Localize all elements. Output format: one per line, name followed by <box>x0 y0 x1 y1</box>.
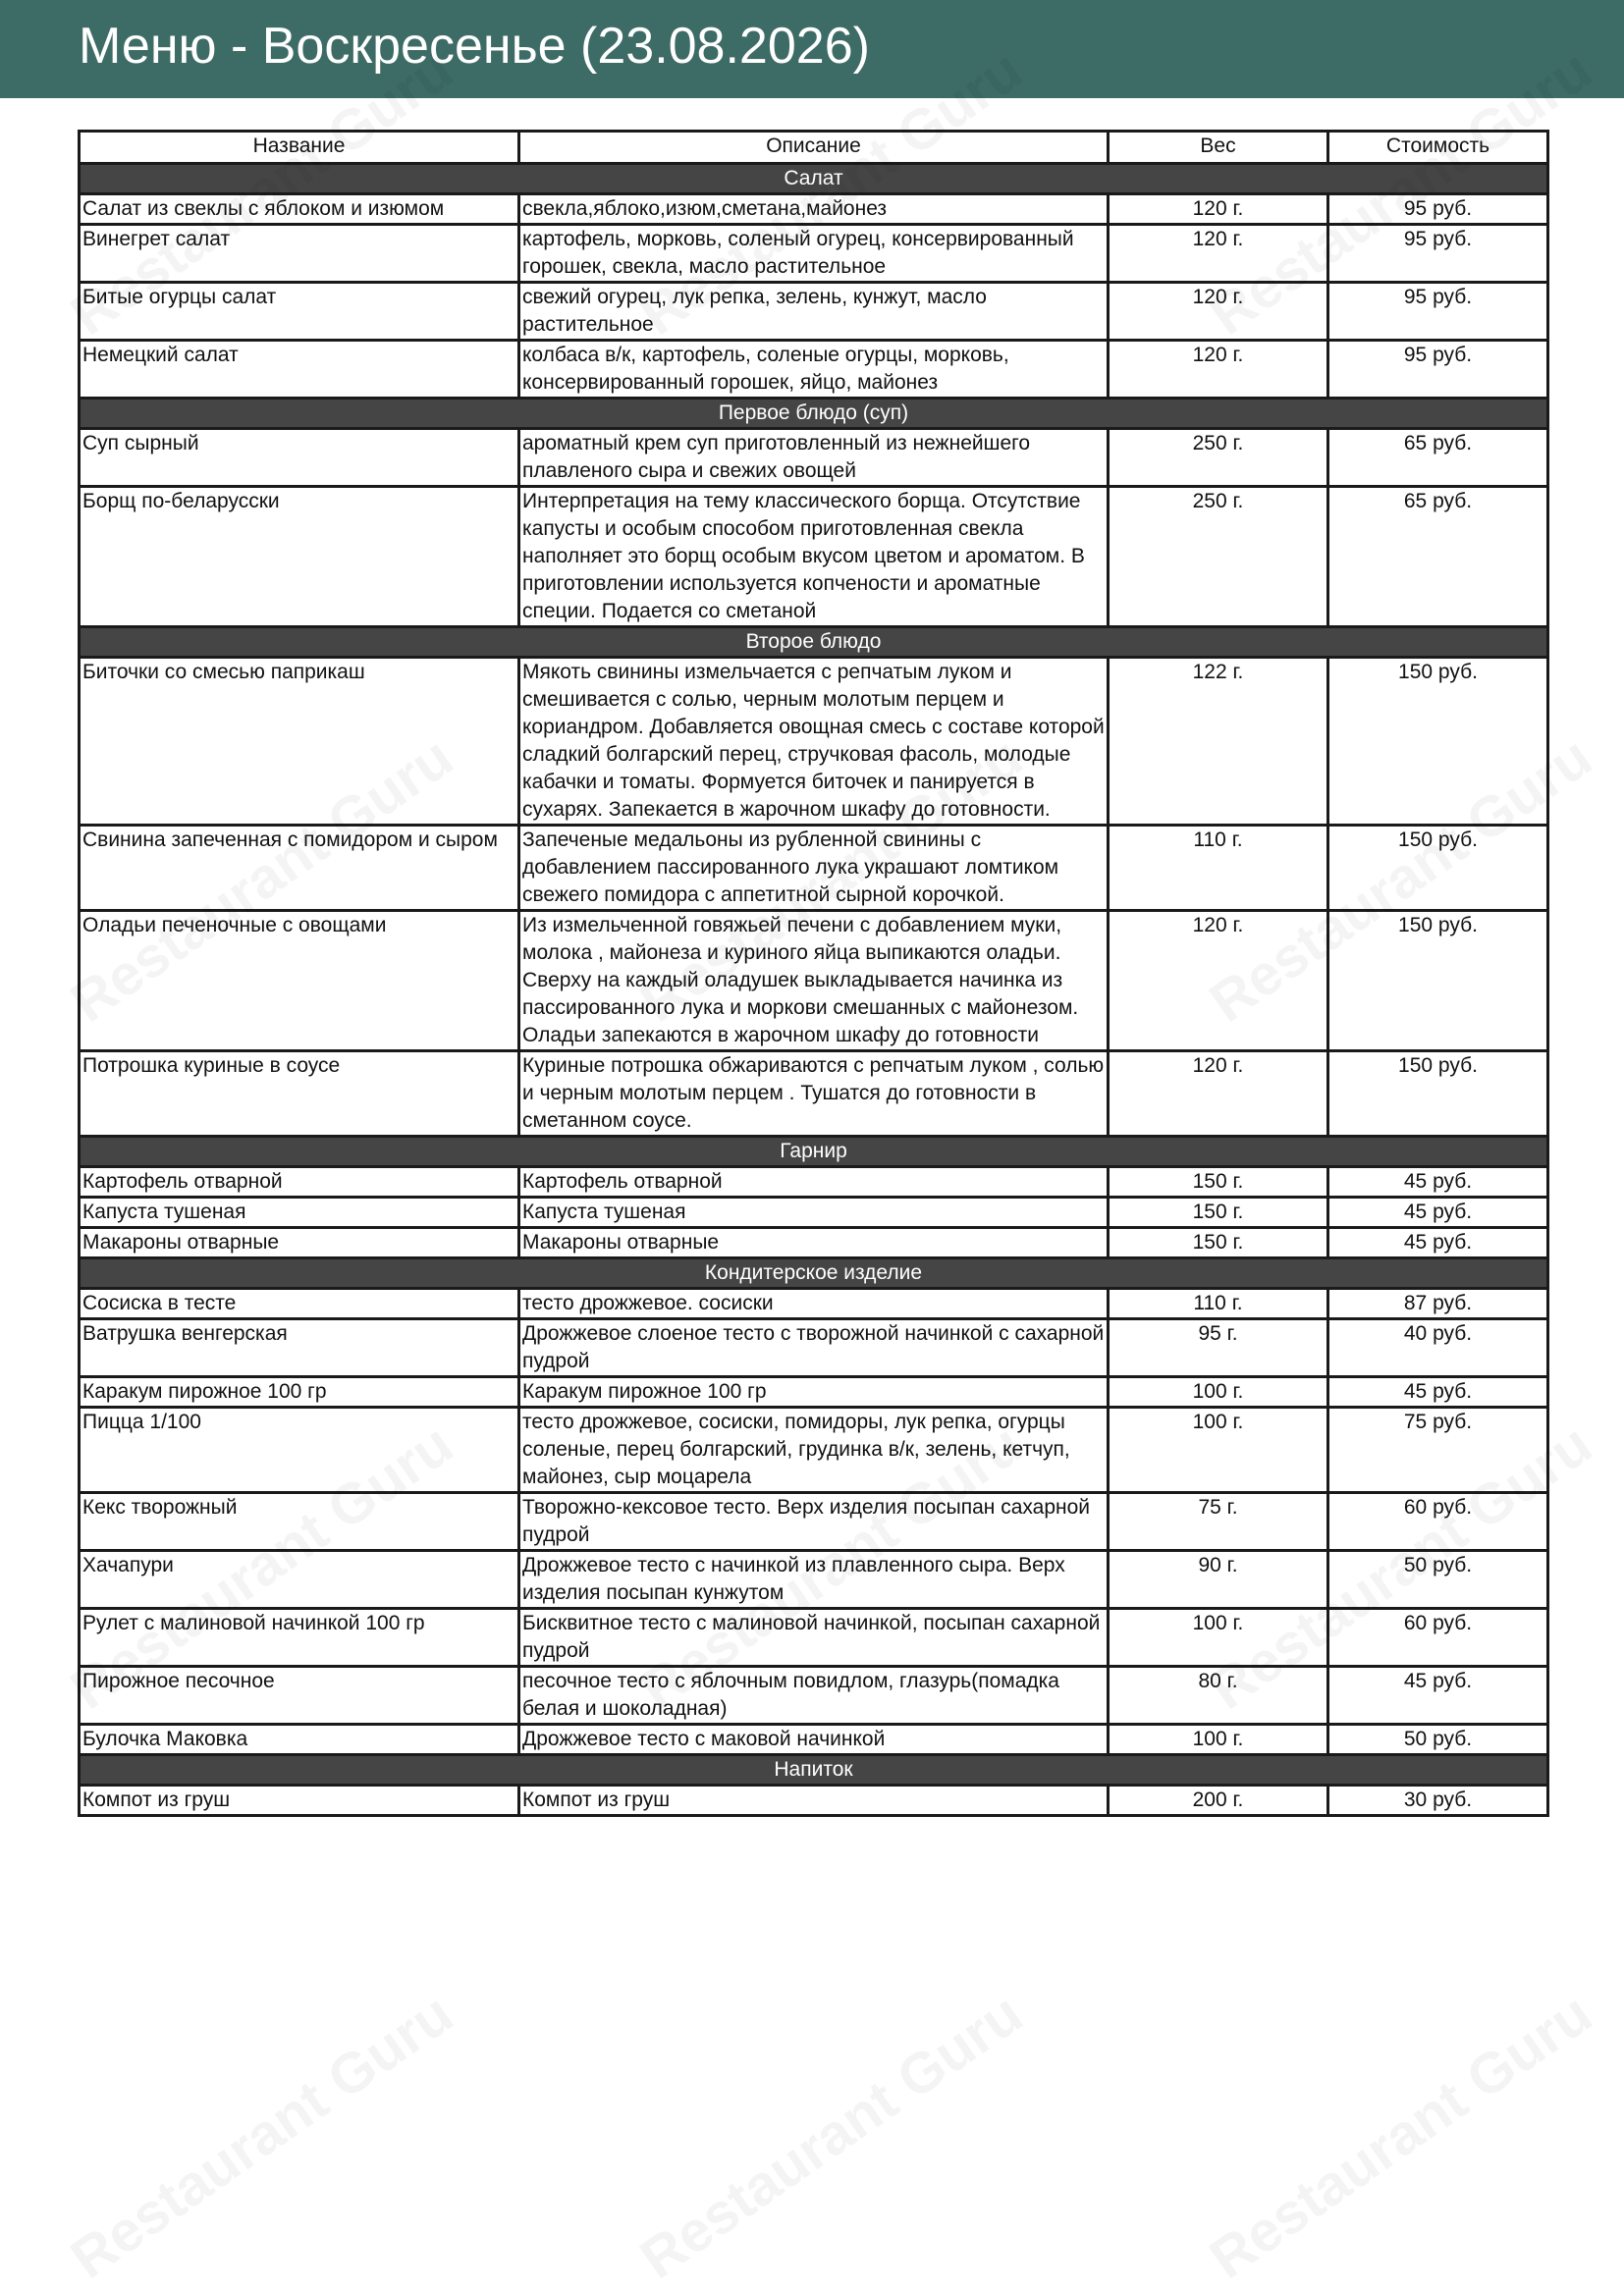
section-title: Кондитерское изделие <box>80 1258 1548 1289</box>
item-weight: 120 г. <box>1109 1051 1328 1137</box>
column-header-price: Стоимость <box>1328 132 1548 164</box>
item-description: тесто дрожжевое, сосиски, помидоры, лук репка, огурцы соленые, перец болгарский, грудинка в/к, зелень, кетчуп, майонез, сыр моцарела <box>519 1408 1109 1493</box>
item-name: Хачапури <box>80 1551 519 1609</box>
section-row <box>80 164 1548 194</box>
table-row <box>80 658 1548 826</box>
table-row <box>80 1725 1548 1755</box>
item-price: 75 руб. <box>1328 1408 1548 1493</box>
menu-body <box>80 164 1548 1816</box>
table-row <box>80 911 1548 1051</box>
item-description: Интерпретация на тему классического борща. Отсутствие капусты и особым способом приготовленная свекла наполняет это борщ особым вкусом цветом и ароматом. В приготовлении используется копчености и ароматные специи. Подается со сметаной <box>519 487 1109 627</box>
item-description: Из измельченной говяжьей печени с добавлением муки, молока , майонеза и куриного яйца выпикаются оладьи. Сверху на каждый оладушек выкладывается начинка из пассированного лука и моркови смешанных с майонезом. Оладьи запекаются в жарочном шкафу до готовности <box>519 911 1109 1051</box>
table-row <box>80 1167 1548 1198</box>
page-title: Меню - Воскресенье (23.08.2026) <box>79 18 870 75</box>
item-description: Запеченые медальоны из рубленной свинины с добавлением пассированного лука украшают ломтиком свежего помидора с аппетитной сырной корочкой. <box>519 826 1109 911</box>
item-weight: 100 г. <box>1109 1377 1328 1408</box>
item-weight: 120 г. <box>1109 194 1328 225</box>
item-price: 150 руб. <box>1328 911 1548 1051</box>
section-title: Напиток <box>80 1755 1548 1786</box>
watermark-text <box>628 1981 1034 2292</box>
item-weight: 120 г. <box>1109 911 1328 1051</box>
item-description: свекла,яблоко,изюм,сметана,майонез <box>519 194 1109 225</box>
item-weight: 80 г. <box>1109 1667 1328 1725</box>
section-row <box>80 399 1548 429</box>
item-weight: 150 г. <box>1109 1167 1328 1198</box>
item-name: Пирожное песочное <box>80 1667 519 1725</box>
item-price: 95 руб. <box>1328 225 1548 283</box>
section-title: Салат <box>80 164 1548 194</box>
item-price: 95 руб. <box>1328 194 1548 225</box>
item-price: 150 руб. <box>1328 1051 1548 1137</box>
section-title: Второе блюдо <box>80 627 1548 658</box>
header-row <box>80 132 1548 164</box>
item-description: Каракум пирожное 100 гр <box>519 1377 1109 1408</box>
item-name: Ватрушка венгерская <box>80 1319 519 1377</box>
table-row <box>80 1228 1548 1258</box>
watermark-text <box>1198 1981 1603 2292</box>
item-price: 50 руб. <box>1328 1551 1548 1609</box>
item-weight: 100 г. <box>1109 1609 1328 1667</box>
table-row <box>80 487 1548 627</box>
item-price: 50 руб. <box>1328 1725 1548 1755</box>
item-name: Салат из свеклы с яблоком и изюмом <box>80 194 519 225</box>
item-name: Потрошка куриные в соусе <box>80 1051 519 1137</box>
item-weight: 120 г. <box>1109 283 1328 341</box>
item-price: 45 руб. <box>1328 1198 1548 1228</box>
item-weight: 100 г. <box>1109 1725 1328 1755</box>
item-name: Картофель отварной <box>80 1167 519 1198</box>
item-description: Куриные потрошка обжариваются с репчатым луком , солью и черным молотым перцем . Тушатся до готовности в сметанном соусе. <box>519 1051 1109 1137</box>
item-description: Дрожжевое тесто с маковой начинкой <box>519 1725 1109 1755</box>
table-row <box>80 826 1548 911</box>
item-description: Дрожжевое тесто с начинкой из плавленного сыра. Верх изделия посыпан кунжутом <box>519 1551 1109 1609</box>
item-name: Рулет с малиновой начинкой 100 гр <box>80 1609 519 1667</box>
table-row <box>80 429 1548 487</box>
item-price: 65 руб. <box>1328 487 1548 627</box>
item-name: Пицца 1/100 <box>80 1408 519 1493</box>
item-weight: 100 г. <box>1109 1408 1328 1493</box>
table-row <box>80 1289 1548 1319</box>
item-name: Компот из груш <box>80 1786 519 1816</box>
section-row <box>80 1258 1548 1289</box>
item-description: Капуста тушеная <box>519 1198 1109 1228</box>
item-price: 60 руб. <box>1328 1493 1548 1551</box>
item-weight: 150 г. <box>1109 1228 1328 1258</box>
item-name: Каракум пирожное 100 гр <box>80 1377 519 1408</box>
item-weight: 110 г. <box>1109 826 1328 911</box>
table-row <box>80 1493 1548 1551</box>
item-name: Булочка Маковка <box>80 1725 519 1755</box>
item-name: Свинина запеченная с помидором и сыром <box>80 826 519 911</box>
item-name: Винегрет салат <box>80 225 519 283</box>
column-header-weight: Вес <box>1109 132 1328 164</box>
item-description: Дрожжевое слоеное тесто с творожной начинкой с сахарной пудрой <box>519 1319 1109 1377</box>
table-row <box>80 1051 1548 1137</box>
item-weight: 250 г. <box>1109 429 1328 487</box>
table-row <box>80 1408 1548 1493</box>
item-description: Бисквитное тесто с малиновой начинкой, посыпан сахарной пудрой <box>519 1609 1109 1667</box>
item-description: колбаса в/к, картофель, соленые огурцы, морковь, консервированный горошек, яйцо, майонез <box>519 341 1109 399</box>
section-row <box>80 1755 1548 1786</box>
item-description: Творожно-кексовое тесто. Верх изделия посыпан сахарной пудрой <box>519 1493 1109 1551</box>
menu-table <box>78 130 1549 1817</box>
item-name: Капуста тушеная <box>80 1198 519 1228</box>
item-weight: 90 г. <box>1109 1551 1328 1609</box>
item-description: Макароны отварные <box>519 1228 1109 1258</box>
table-row <box>80 341 1548 399</box>
item-price: 65 руб. <box>1328 429 1548 487</box>
item-weight: 150 г. <box>1109 1198 1328 1228</box>
item-name: Немецкий салат <box>80 341 519 399</box>
section-row <box>80 627 1548 658</box>
item-price: 40 руб. <box>1328 1319 1548 1377</box>
table-row <box>80 1319 1548 1377</box>
item-price: 45 руб. <box>1328 1228 1548 1258</box>
item-name: Суп сырный <box>80 429 519 487</box>
section-row <box>80 1137 1548 1167</box>
item-weight: 250 г. <box>1109 487 1328 627</box>
item-description: Картофель отварной <box>519 1167 1109 1198</box>
item-name: Битые огурцы салат <box>80 283 519 341</box>
item-price: 60 руб. <box>1328 1609 1548 1667</box>
section-title: Гарнир <box>80 1137 1548 1167</box>
item-price: 30 руб. <box>1328 1786 1548 1816</box>
section-title: Первое блюдо (суп) <box>80 399 1548 429</box>
item-name: Оладьи печеночные с овощами <box>80 911 519 1051</box>
item-name: Макароны отварные <box>80 1228 519 1258</box>
page-header <box>0 0 1624 98</box>
table-row <box>80 283 1548 341</box>
item-weight: 95 г. <box>1109 1319 1328 1377</box>
item-price: 87 руб. <box>1328 1289 1548 1319</box>
table-row <box>80 1667 1548 1725</box>
table-row <box>80 194 1548 225</box>
item-price: 45 руб. <box>1328 1667 1548 1725</box>
table-row <box>80 1786 1548 1816</box>
item-weight: 122 г. <box>1109 658 1328 826</box>
table-row <box>80 225 1548 283</box>
item-name: Биточки со смесью паприкаш <box>80 658 519 826</box>
item-weight: 200 г. <box>1109 1786 1328 1816</box>
item-weight: 120 г. <box>1109 341 1328 399</box>
column-header-description: Описание <box>519 132 1109 164</box>
item-price: 45 руб. <box>1328 1377 1548 1408</box>
item-description: песочное тесто с яблочным повидлом, глазурь(помадка белая и шоколадная) <box>519 1667 1109 1725</box>
item-description: свежий огурец, лук репка, зелень, кунжут, масло растительное <box>519 283 1109 341</box>
item-price: 150 руб. <box>1328 826 1548 911</box>
item-description: Мякоть свинины измельчается с репчатым луком и смешивается с солью, черным молотым перцем и кориандром. Добавляется овощная смесь с составе которой сладкий болгарский перец, стручковая фасоль, молодые кабачки и томаты. Формуется биточек и панируется в сухарях. Запекается в жарочном шкафу до готовности. <box>519 658 1109 826</box>
item-price: 45 руб. <box>1328 1167 1548 1198</box>
table-row <box>80 1609 1548 1667</box>
item-description: тесто дрожжевое. сосиски <box>519 1289 1109 1319</box>
item-price: 95 руб. <box>1328 283 1548 341</box>
item-price: 150 руб. <box>1328 658 1548 826</box>
column-header-name: Название <box>80 132 519 164</box>
item-weight: 120 г. <box>1109 225 1328 283</box>
item-description: картофель, морковь, соленый огурец, консервированный горошек, свекла, масло растительное <box>519 225 1109 283</box>
item-name: Сосиска в тесте <box>80 1289 519 1319</box>
item-description: ароматный крем суп приготовленный из нежнейшего плавленого сыра и свежих овощей <box>519 429 1109 487</box>
table-row <box>80 1198 1548 1228</box>
table-row <box>80 1551 1548 1609</box>
item-weight: 75 г. <box>1109 1493 1328 1551</box>
item-name: Борщ по-беларусски <box>80 487 519 627</box>
item-description: Компот из груш <box>519 1786 1109 1816</box>
table-row <box>80 1377 1548 1408</box>
item-price: 95 руб. <box>1328 341 1548 399</box>
item-weight: 110 г. <box>1109 1289 1328 1319</box>
item-name: Кекс творожный <box>80 1493 519 1551</box>
watermark-text <box>59 1981 464 2292</box>
